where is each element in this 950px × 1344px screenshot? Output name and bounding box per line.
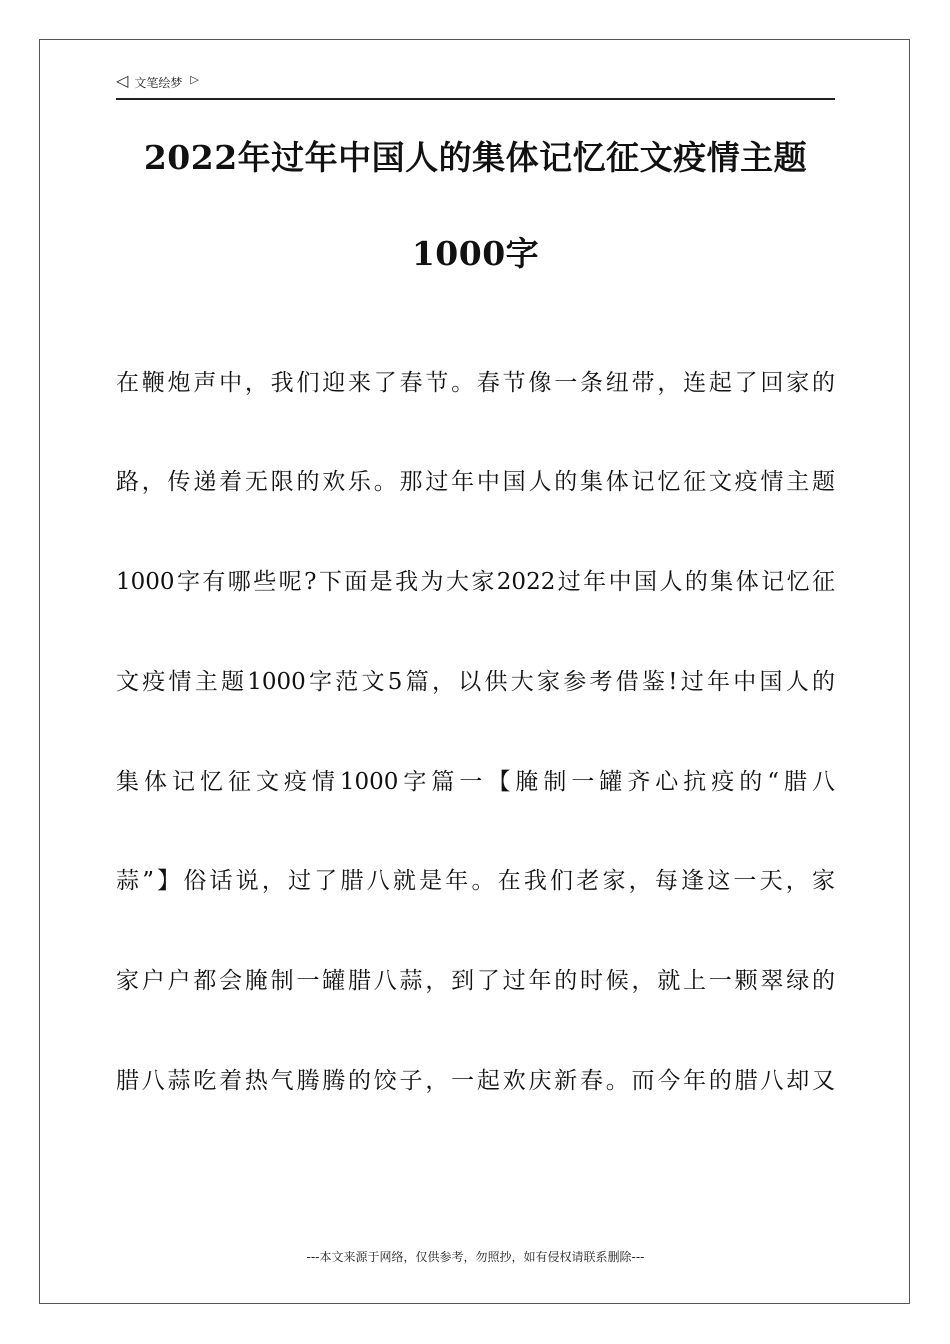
body-line: 蒜”】俗话说，过了腊八就是年。在我们老家，每逢这一天，家 (116, 868, 835, 894)
body-line: 1000字有哪些呢?下面是我为大家2022过年中国人的集体记忆征 (116, 569, 835, 595)
body-line: 集体记忆征文疫情1000字篇一【腌制一罐齐心抗疫的“腊八 (116, 769, 835, 795)
triangle-left-outline-icon: ◁ (116, 71, 129, 90)
body-line: 在鞭炮声中，我们迎来了春节。春节像一条纽带，连起了回家的 (116, 370, 835, 396)
document-title-line-2: 1000字 (411, 234, 540, 273)
body-line: 腊八蒜吃着热气腾腾的饺子，一起欢庆新春。而今年的腊八却又 (116, 1068, 835, 1094)
document-title-line-1: 2022年过年中国人的集体记忆征文疫情主题 (143, 138, 808, 177)
body-line: 路，传递着无限的欢乐。那过年中国人的集体记忆征文疫情主题 (116, 469, 835, 495)
body-line: 家户户都会腌制一罐腊八蒜，到了过年的时候，就上一颗翠绿的 (116, 968, 835, 994)
footer-notice: ---本文来源于网络，仅供参考，勿照抄，如有侵权请联系删除--- (306, 1250, 645, 1264)
header-brand: 文笔绘梦 (134, 76, 183, 90)
triangle-right-outline-icon: ▷ (190, 73, 199, 86)
page-header (116, 71, 835, 100)
body-line: 文疫情主题1000字范文5篇，以供大家参考借鉴!过年中国人的 (116, 669, 835, 695)
